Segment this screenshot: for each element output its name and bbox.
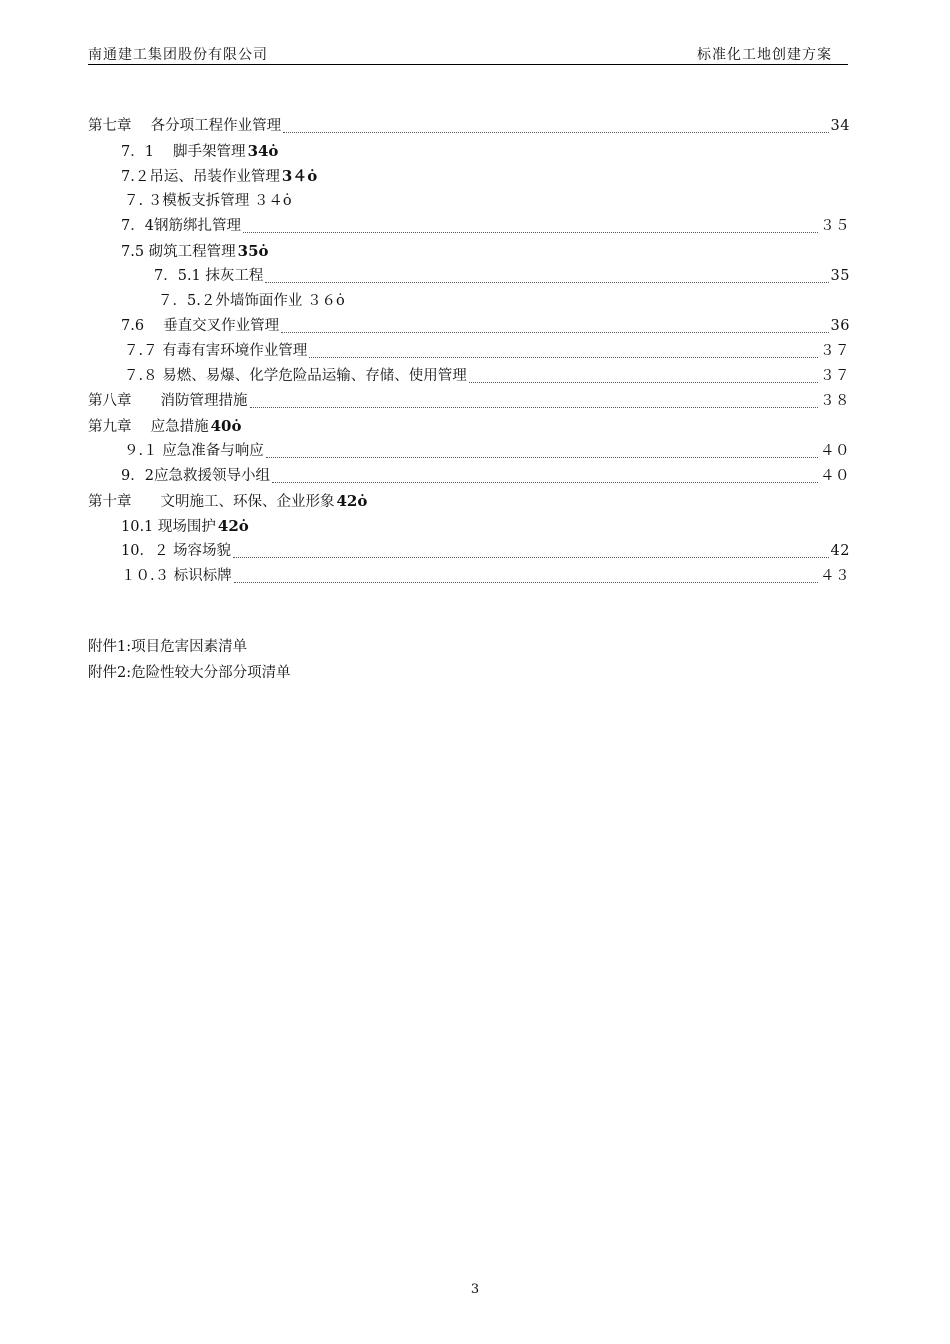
toc-entry[interactable] [88,464,850,489]
toc-entry-inline-page: 3４ȯ [281,167,318,185]
toc-entry-label: 7.5 砌筑工程管理 [121,244,236,260]
toc-entry-page: ４０ [820,468,850,484]
toc-entry-label: 第八章 消防管理措施 [88,393,248,409]
toc-entry-page: 36 [830,318,850,334]
toc-entry-page: 34 [830,118,850,134]
page-number: 3 [470,1282,480,1297]
toc-entry-page: ３８ [820,393,850,409]
toc-entry-inline-page: 42ȯ [217,517,249,535]
document-title: 标准化工地创建方案 [697,47,832,63]
toc-entry[interactable] [88,289,850,314]
page-header [88,44,848,65]
toc-entry[interactable] [88,114,850,139]
table-of-contents [88,114,850,589]
toc-entry-label: 7．4钢筋绑扎管理 [121,218,241,234]
toc-entry[interactable] [88,489,850,514]
toc-leader-dots [309,343,818,358]
toc-entry[interactable] [88,389,850,414]
toc-entry[interactable] [88,314,850,339]
toc-entry-page: ３７ [820,368,850,384]
toc-leader-dots [266,443,818,458]
toc-entry[interactable] [88,539,850,564]
toc-leader-dots [234,568,818,583]
toc-entry-inline-page: 42ȯ [336,492,368,510]
toc-entry-label: １０.３ 标识标牌 [121,568,232,584]
toc-entry[interactable] [88,414,850,439]
toc-entry-label: 第九章 应急措施 [88,419,209,435]
toc-entry-label: 7.２吊运、吊装作业管理 [121,169,280,185]
toc-entry-inline-page: 40ȯ [210,417,242,435]
toc-entry[interactable] [88,214,850,239]
toc-entry[interactable] [88,339,850,364]
toc-entry[interactable] [88,239,850,264]
toc-entry[interactable] [88,264,850,289]
toc-entry-label: ７．5.２外墙饰面作业 ３６ȯ [158,293,345,309]
toc-leader-dots [469,368,818,383]
toc-entry[interactable] [88,164,850,189]
toc-entry-label: 9．2应急救援领导小组 [121,468,270,484]
toc-leader-dots [250,393,819,408]
toc-leader-dots [281,318,828,333]
toc-entry-label: ７.８ 易燃、易爆、化学危险品运输、存储、使用管理 [124,368,467,384]
toc-entry-label: 第七章 各分项工程作业管理 [88,118,282,134]
toc-entry-page: ３７ [820,343,850,359]
toc-entry-label: ９.１ 应急准备与响应 [124,443,264,459]
appendix-list [88,634,291,686]
toc-entry[interactable] [88,514,850,539]
toc-entry[interactable] [88,564,850,589]
toc-entry-page: 35 [830,268,850,284]
toc-entry-label: 7．1 脚手架管理 [121,144,246,160]
toc-entry-page: ４３ [820,568,850,584]
toc-entry-label: 7．5.1 抹灰工程 [154,268,264,284]
toc-leader-dots [272,468,818,483]
toc-entry[interactable] [88,439,850,464]
toc-entry[interactable] [88,139,850,164]
toc-leader-dots [233,543,828,558]
appendix-item[interactable]: 附件2:危险性较大分部分项清单 [88,665,291,681]
toc-entry-label: 10.1 现场围护 [121,519,216,535]
toc-entry-page: ３５ [820,218,850,234]
toc-entry-inline-page: 34ȯ [247,142,279,160]
toc-entry-label: 第十章 文明施工、环保、企业形象 [88,494,335,510]
company-name: 南通建工集团股份有限公司 [88,47,268,63]
toc-leader-dots [265,268,828,283]
toc-entry-label: ７. ３模板支拆管理 ３４ȯ [124,193,292,209]
toc-entry-page: ４０ [820,443,850,459]
appendix-item[interactable]: 附件1:项目危害因素清单 [88,639,248,655]
toc-entry[interactable] [88,189,850,214]
toc-entry-page: 42 [830,543,850,559]
toc-entry-label: 7.6 垂直交叉作业管理 [121,318,280,334]
toc-entry-label: 10．２ 场容场貌 [121,543,232,559]
toc-leader-dots [283,118,828,133]
toc-entry-label: ７.７ 有毒有害环境作业管理 [124,343,308,359]
toc-entry[interactable] [88,364,850,389]
toc-leader-dots [243,218,818,233]
toc-entry-inline-page: 35ȯ [237,242,269,260]
